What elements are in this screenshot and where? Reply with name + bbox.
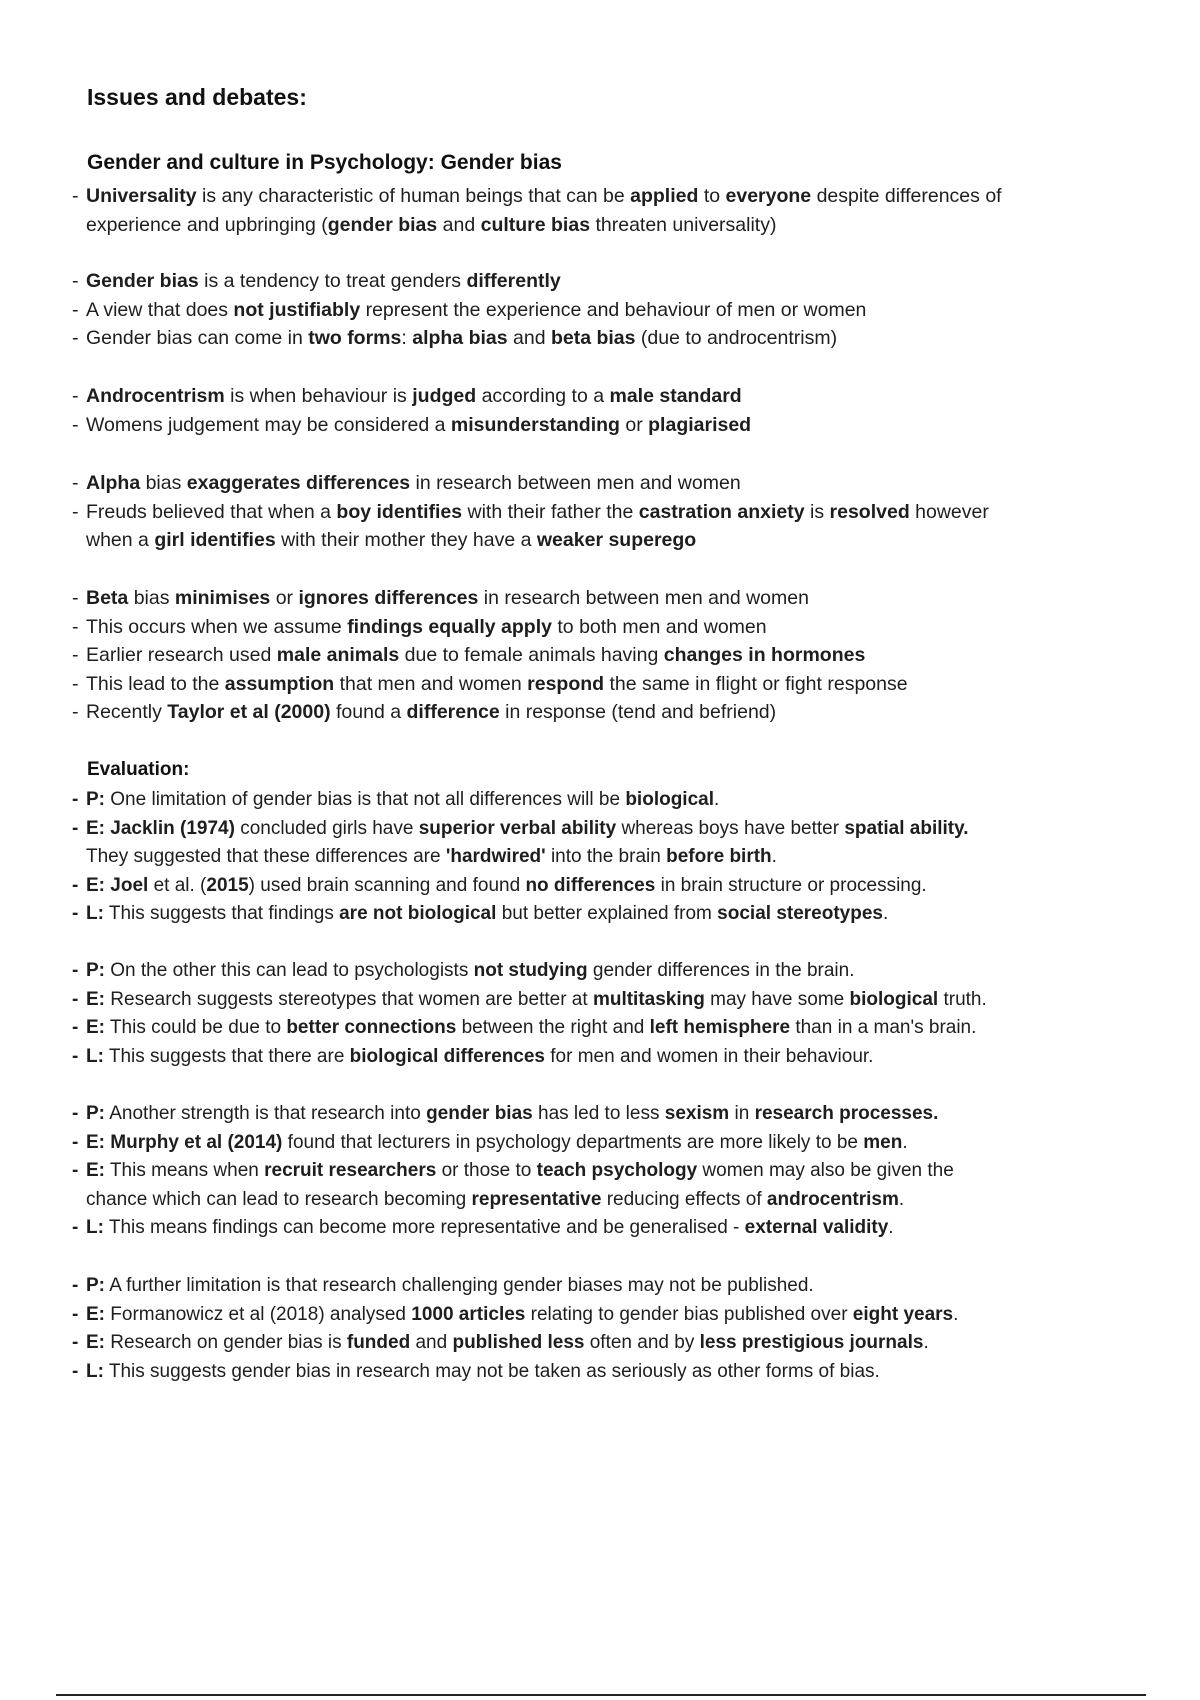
- text: in research between men and women: [478, 587, 809, 609]
- list-item: [72, 1214, 1132, 1243]
- bold-text: findings equally apply: [347, 615, 552, 638]
- text: often and by: [584, 1332, 700, 1353]
- list-item-continuation: [72, 526, 1132, 555]
- bold-text: Taylor et al (2000): [167, 701, 331, 723]
- text: gender differences in the brain.: [587, 960, 855, 981]
- bold-text: published less: [452, 1332, 585, 1353]
- text: Earlier research used: [86, 644, 277, 666]
- text: may have some: [704, 988, 850, 1010]
- bullet-dash: -: [72, 874, 79, 896]
- bullet-dash: -: [72, 385, 79, 407]
- bold-text: P:: [86, 1103, 105, 1124]
- bold-text: P:: [86, 789, 105, 810]
- bold-text: superior verbal ability: [418, 817, 617, 839]
- text: They suggested that these differences are: [86, 846, 446, 867]
- bold-text: misunderstanding: [450, 413, 620, 436]
- text: .: [953, 1303, 959, 1325]
- text: but better explained from: [496, 903, 718, 924]
- text: .: [902, 1131, 908, 1153]
- text: with their mother they have a: [275, 529, 537, 551]
- text: This suggests gender bias in research may not be taken as seriously as other forms of bias.: [103, 1360, 880, 1382]
- text: is any characteristic of human beings that can be: [196, 185, 631, 207]
- text: in: [729, 1103, 755, 1124]
- bullet-dash: -: [72, 185, 79, 207]
- bold-text: minimises: [174, 587, 271, 609]
- text: Womens judgement may be considered a: [86, 413, 451, 436]
- bold-text: P:: [86, 1275, 105, 1296]
- evaluation-point-4: [72, 1272, 1132, 1386]
- text: represent the experience and behaviour of men or women: [360, 298, 867, 321]
- text: Research on gender bias is: [105, 1332, 347, 1353]
- bold-text: representative: [471, 1188, 602, 1210]
- text: A view that does: [86, 298, 234, 321]
- bold-text: no differences: [525, 874, 656, 896]
- text: in research between men and women: [410, 472, 741, 494]
- list-item: [72, 382, 1132, 411]
- text: however: [909, 500, 989, 523]
- bold-text: social stereotypes: [717, 903, 883, 924]
- bold-text: gender bias: [327, 213, 438, 236]
- bold-text: girl identifies: [154, 529, 276, 551]
- bold-text: men: [863, 1131, 903, 1153]
- text: the same in flight or fight response: [604, 672, 908, 695]
- text: threaten universality): [590, 213, 777, 236]
- text: women may also be given the: [697, 1160, 954, 1181]
- bold-text: spatial ability.: [844, 817, 969, 839]
- bold-text: exaggerates differences: [186, 472, 411, 494]
- text: and: [507, 327, 551, 349]
- text: bias: [140, 472, 187, 494]
- bold-text: E:: [86, 1303, 105, 1325]
- bullet-dash: -: [72, 903, 79, 924]
- bold-text: L:: [86, 1360, 104, 1382]
- bold-text: ignores differences: [298, 587, 479, 609]
- text: to: [698, 185, 726, 207]
- bold-text: L:: [86, 1045, 104, 1067]
- bullet-dash: -: [72, 1017, 79, 1038]
- text: bias: [128, 587, 175, 609]
- list-item: [72, 296, 1132, 325]
- bold-text: culture bias: [480, 213, 591, 236]
- bold-text: biological: [625, 789, 715, 810]
- bold-text: before birth: [666, 846, 772, 867]
- bullet-dash: -: [72, 1103, 79, 1124]
- text: into the brain: [545, 846, 667, 867]
- list-item: [72, 900, 1132, 929]
- bold-text: L:: [86, 903, 104, 924]
- text: concluded girls have: [234, 817, 419, 839]
- bold-text: multitasking: [592, 988, 705, 1010]
- bold-text: everyone: [725, 185, 812, 207]
- text: due to female animals having: [399, 644, 664, 666]
- list-item: [72, 613, 1132, 642]
- text: found that lecturers in psychology departments are more likely to be: [282, 1131, 864, 1153]
- bold-text: research processes.: [754, 1103, 939, 1124]
- text: or those to: [436, 1160, 537, 1181]
- text: reducing effects of: [601, 1188, 767, 1210]
- text: is: [804, 500, 830, 523]
- bold-text: left hemisphere: [649, 1017, 791, 1038]
- bold-text: not studying: [473, 960, 588, 981]
- text: in response (tend and befriend): [499, 701, 777, 723]
- text: Formanowicz et al (2018) analysed: [105, 1303, 412, 1325]
- bullet-dash: -: [72, 1275, 79, 1296]
- text: according to a: [476, 385, 610, 407]
- list-item: [72, 815, 1132, 844]
- text: whereas boys have better: [616, 817, 845, 839]
- bullet-dash: -: [72, 988, 79, 1010]
- bullet-dash: -: [72, 472, 79, 494]
- text: .: [771, 846, 777, 867]
- bullet-dash: -: [72, 615, 79, 638]
- text: Research suggests stereotypes that women are better at: [105, 988, 593, 1010]
- text: between the right and: [456, 1017, 650, 1038]
- bullet-dash: -: [72, 298, 79, 321]
- text: despite differences of: [811, 185, 1002, 207]
- text: Freuds believed that when a: [86, 500, 337, 523]
- evaluation-heading: Evaluation:: [87, 759, 190, 780]
- bullet-dash: -: [72, 960, 79, 981]
- bullet-dash: -: [72, 644, 79, 666]
- bold-text: judged: [412, 385, 477, 407]
- bold-text: E: Joel: [86, 874, 149, 896]
- text: with their father the: [462, 500, 639, 523]
- bold-text: Androcentrism: [86, 385, 225, 407]
- bullet-dash: -: [72, 1160, 79, 1181]
- bold-text: E:: [86, 1017, 105, 1038]
- text: is when behaviour is: [224, 385, 413, 407]
- list-item-continuation: [72, 1186, 1132, 1215]
- list-item: [72, 986, 1132, 1015]
- text: or: [270, 587, 299, 609]
- list-item: [72, 1301, 1132, 1330]
- bold-text: recruit researchers: [264, 1160, 437, 1181]
- bold-text: Beta: [86, 587, 129, 609]
- text: This suggests that there are: [103, 1045, 350, 1067]
- bold-text: gender bias: [426, 1103, 533, 1124]
- list-item: [72, 670, 1132, 699]
- bold-text: resolved: [829, 500, 910, 523]
- text: Another strength is that research into: [105, 1103, 427, 1124]
- bold-text: boy identifies: [336, 500, 463, 523]
- bullet-dash: -: [72, 672, 79, 695]
- bold-text: P:: [86, 960, 105, 981]
- text: One limitation of gender bias is that not all differences will be: [105, 789, 626, 810]
- list-item: [72, 872, 1132, 901]
- list-item: [72, 1157, 1132, 1186]
- bold-text: applied: [630, 185, 699, 207]
- bold-text: 2015: [206, 874, 249, 896]
- bold-text: 1000 articles: [411, 1303, 526, 1325]
- text: and: [437, 213, 481, 236]
- list-item: [72, 957, 1132, 986]
- text: experience and upbringing (: [86, 213, 328, 236]
- text: This occurs when we assume: [86, 615, 348, 638]
- text: :: [401, 327, 413, 349]
- bullet-dash: -: [72, 327, 79, 349]
- bold-text: not justifiably: [233, 298, 361, 321]
- text: .: [714, 789, 720, 810]
- list-item-continuation: [72, 211, 1132, 240]
- bullet-dash: -: [72, 1332, 79, 1353]
- text: relating to gender bias published over: [525, 1303, 853, 1325]
- bullet-group-androcentrism: [72, 382, 1132, 439]
- bold-text: are not biological: [339, 903, 497, 924]
- bold-text: teach psychology: [536, 1160, 698, 1181]
- text: This could be due to: [105, 1017, 287, 1038]
- text: to both men and women: [551, 615, 767, 638]
- bullet-dash: -: [72, 413, 79, 436]
- text: or: [619, 413, 649, 436]
- bullet-dash: -: [72, 587, 79, 609]
- bold-text: less prestigious journals: [699, 1332, 924, 1353]
- bullet-dash: -: [72, 270, 79, 292]
- bold-text: difference: [406, 701, 500, 723]
- bullet-dash: -: [72, 1131, 79, 1153]
- bold-text: plagiarised: [648, 413, 752, 436]
- bold-text: biological: [849, 988, 939, 1010]
- bold-text: sexism: [664, 1103, 730, 1124]
- evaluation-point-2: [72, 957, 1132, 1071]
- section-title: Gender and culture in Psychology: Gender bias: [87, 151, 562, 174]
- text: truth.: [938, 988, 987, 1010]
- bullet-dash: -: [72, 789, 79, 810]
- list-item: [72, 411, 1132, 440]
- text: chance which can lead to research becoming: [86, 1188, 472, 1210]
- list-item: [72, 1043, 1132, 1072]
- bullet-dash: -: [72, 1360, 79, 1382]
- bullet-dash: -: [72, 701, 79, 723]
- bold-text: male animals: [276, 644, 400, 666]
- text: has led to less: [532, 1103, 665, 1124]
- text: that men and women: [334, 672, 528, 695]
- list-item: [72, 1329, 1132, 1358]
- bold-text: beta bias: [550, 327, 636, 349]
- list-item: [72, 324, 1132, 353]
- text: .: [923, 1332, 929, 1353]
- bold-text: Universality: [86, 185, 197, 207]
- bold-text: E:: [86, 1160, 105, 1181]
- text: On the other this can lead to psychologists: [105, 960, 474, 981]
- bold-text: external validity: [744, 1217, 889, 1238]
- text: This means when: [105, 1160, 265, 1181]
- bold-text: 'hardwired': [445, 846, 546, 867]
- bold-text: L:: [86, 1217, 104, 1238]
- bullet-dash: -: [72, 1303, 79, 1325]
- bullet-dash: -: [72, 500, 79, 523]
- bullet-dash: -: [72, 1045, 79, 1067]
- text: (due to androcentrism): [635, 327, 838, 349]
- list-item: [72, 1014, 1132, 1043]
- bold-text: E: Murphy et al (2014): [86, 1131, 283, 1153]
- bold-text: eight years: [852, 1303, 954, 1325]
- bold-text: E: Jacklin (1974): [86, 817, 235, 839]
- text: .: [898, 1188, 905, 1210]
- text: .: [882, 903, 889, 924]
- bold-text: alpha bias: [412, 327, 508, 349]
- bold-text: E:: [86, 988, 105, 1010]
- bold-text: Alpha: [86, 472, 141, 494]
- text: Recently: [86, 701, 168, 723]
- page-title: Issues and debates:: [87, 84, 307, 110]
- list-item: [72, 1129, 1132, 1158]
- text: A further limitation is that research challenging gender biases may not be published.: [105, 1275, 814, 1296]
- bold-text: funded: [346, 1332, 411, 1353]
- bold-text: changes in hormones: [663, 644, 866, 666]
- text: than in a man's brain.: [790, 1017, 977, 1038]
- bullet-dash: -: [72, 817, 79, 839]
- list-item: [72, 1272, 1132, 1301]
- text: is a tendency to treat genders: [198, 270, 467, 292]
- text: et al. (: [148, 874, 207, 896]
- text: Gender bias can come in: [86, 327, 309, 349]
- bold-text: respond: [527, 672, 605, 695]
- text: found a: [330, 701, 407, 723]
- text: This suggests that findings: [103, 903, 340, 924]
- text: when a: [86, 529, 155, 551]
- text: .: [888, 1217, 894, 1238]
- list-item: [72, 698, 1132, 727]
- text: This means findings can become more representative and be generalised -: [103, 1217, 745, 1238]
- text: for men and women in their behaviour.: [545, 1045, 874, 1067]
- list-item: [72, 498, 1132, 527]
- bold-text: Gender bias: [86, 270, 199, 292]
- bold-text: androcentrism: [766, 1188, 899, 1210]
- list-item: [72, 641, 1132, 670]
- bullet-dash: -: [72, 1217, 79, 1238]
- footer-divider: [56, 1694, 1146, 1696]
- list-item-continuation: [72, 843, 1132, 872]
- text: ) used brain scanning and found: [248, 874, 526, 896]
- bold-text: E:: [86, 1332, 105, 1353]
- bold-text: weaker superego: [536, 529, 697, 551]
- list-item: [72, 1100, 1132, 1129]
- evaluation-point-1: [72, 786, 1132, 929]
- bold-text: differently: [466, 270, 561, 292]
- list-item: [72, 267, 1132, 296]
- bold-text: assumption: [224, 672, 335, 695]
- list-item: [72, 1358, 1132, 1387]
- list-item: [72, 786, 1132, 815]
- text: This lead to the: [86, 672, 225, 695]
- bullet-group-alpha-bias: [72, 469, 1132, 555]
- bold-text: male standard: [609, 385, 742, 407]
- list-item: [72, 584, 1132, 613]
- bold-text: better connections: [286, 1017, 457, 1038]
- bullet-group-beta-bias: [72, 584, 1132, 727]
- text: and: [410, 1332, 453, 1353]
- list-item: [72, 182, 1132, 211]
- bold-text: two forms: [308, 327, 402, 349]
- bullet-group-gender-bias: [72, 267, 1132, 353]
- bold-text: biological differences: [349, 1045, 545, 1067]
- bullet-group-universality: [72, 182, 1132, 239]
- evaluation-point-3: [72, 1100, 1132, 1243]
- bold-text: castration anxiety: [638, 500, 805, 523]
- list-item: [72, 469, 1132, 498]
- text: in brain structure or processing.: [655, 874, 927, 896]
